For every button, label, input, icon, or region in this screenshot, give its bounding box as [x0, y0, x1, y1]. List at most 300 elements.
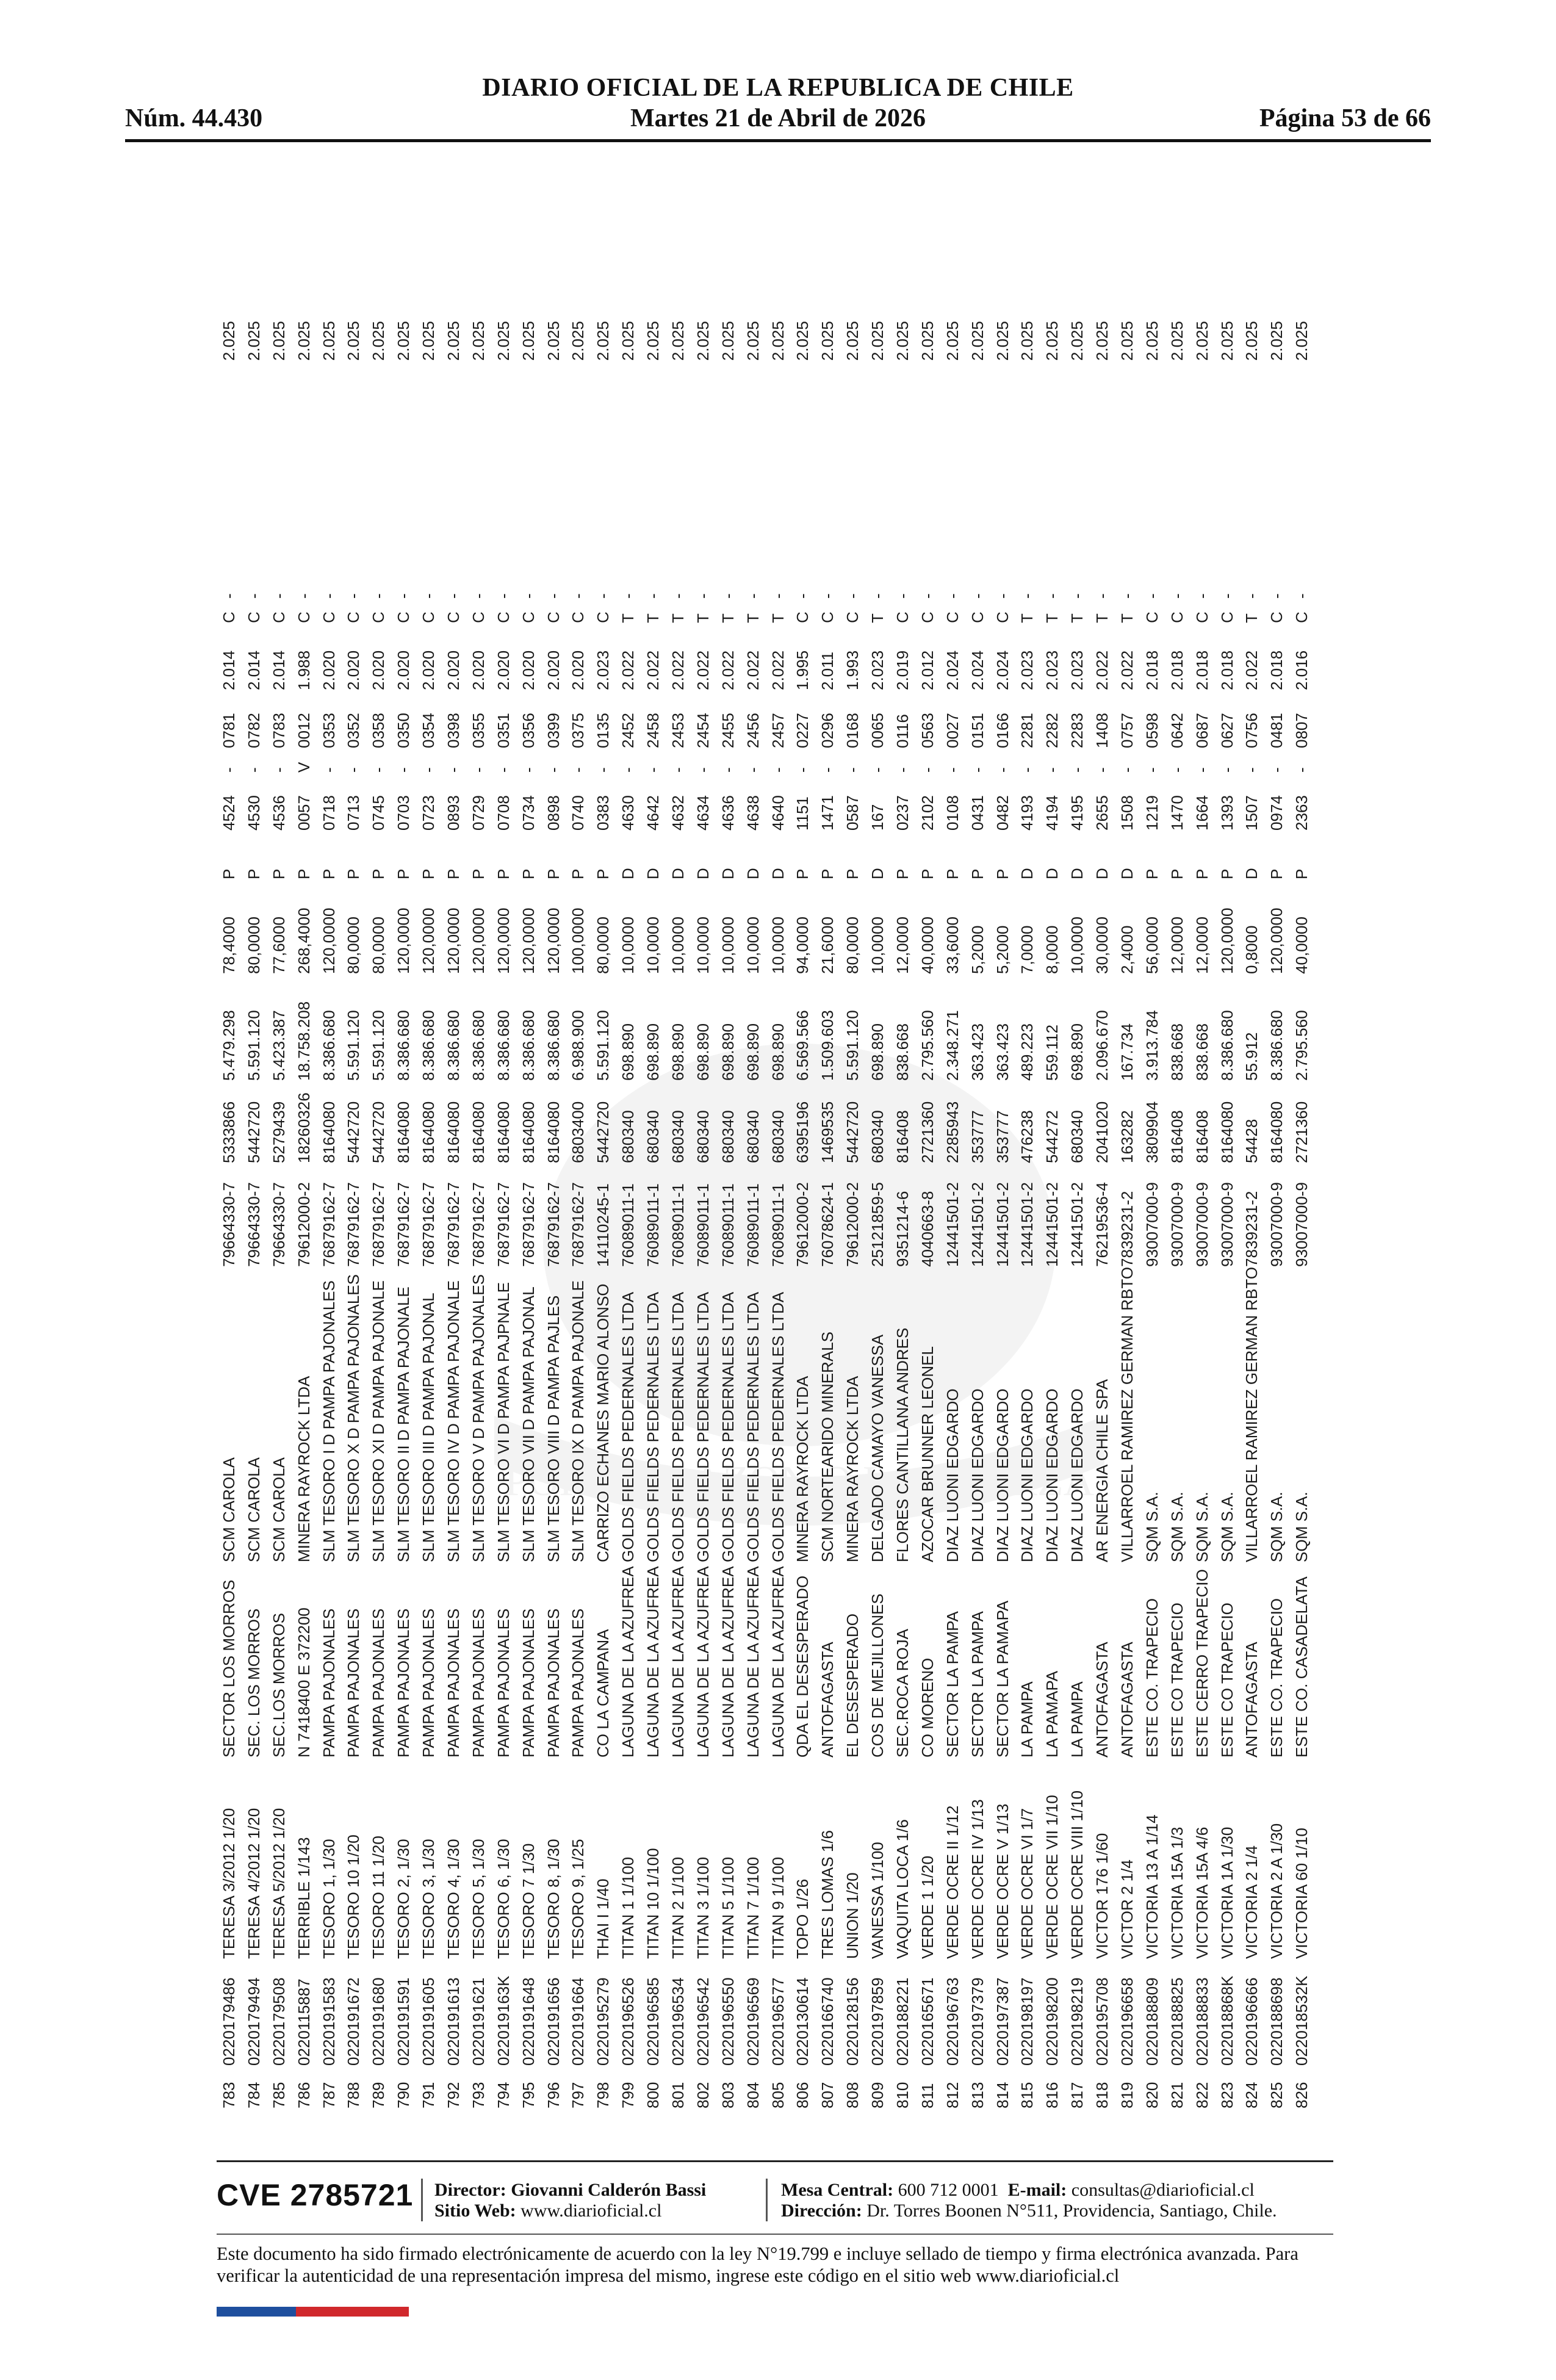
- table-cell: C: [369, 611, 388, 624]
- table-cell: 784: [244, 2082, 263, 2108]
- table-cell: 2.025: [1167, 321, 1186, 361]
- table-cell: 80,0000: [369, 917, 388, 975]
- table-cell: P: [1292, 868, 1311, 880]
- table-cell: T: [619, 613, 638, 624]
- table-cell: THAI I 1/40: [594, 1878, 613, 1959]
- table-cell: 0398: [444, 713, 463, 749]
- table-cell: 8.386.680: [519, 1010, 538, 1081]
- table-cell: 816: [1043, 2082, 1062, 2108]
- table-cell: 0220165671: [918, 1977, 937, 2066]
- table-cell: 76078624-1: [818, 1182, 837, 1268]
- table-cell: 2.025: [219, 321, 238, 361]
- director-label: Director:: [434, 2180, 506, 2200]
- table-row: [391, 321, 416, 2108]
- table-cell: ESTE CO. TRAPECIO: [1267, 1598, 1286, 1758]
- table-cell: D: [1242, 868, 1261, 880]
- table-cell: 120,0000: [419, 907, 438, 975]
- table-cell: 2.012: [918, 650, 937, 691]
- table-cell: TESORO 2, 1/30: [394, 1839, 413, 1959]
- table-cell: LA PAMPA: [1018, 1681, 1037, 1758]
- table-cell: 2.025: [943, 321, 962, 361]
- table-cell: 816408: [1167, 1110, 1186, 1164]
- table-cell: 0353: [319, 713, 338, 749]
- table-cell: 680340: [644, 1110, 663, 1164]
- table-cell: 76879162-7: [419, 1182, 438, 1268]
- table-cell: SCM CAROLA: [219, 1457, 238, 1562]
- table-cell: 1507: [1242, 795, 1261, 831]
- table-cell: MINERA RAYROCK LTDA: [843, 1376, 862, 1562]
- table-cell: 0703: [394, 795, 413, 831]
- table-cell: 10,0000: [868, 917, 887, 975]
- table-cell: -: [743, 767, 762, 773]
- table-cell: 2.022: [619, 650, 638, 691]
- table-row: [1115, 321, 1140, 2108]
- table-cell: 0708: [494, 795, 513, 831]
- table-cell: 0783: [269, 713, 288, 749]
- table-cell: 2.025: [843, 321, 862, 361]
- table-cell: -: [494, 593, 513, 599]
- table-cell: 10,0000: [743, 917, 762, 975]
- table-cell: 80,0000: [594, 917, 613, 975]
- table-cell: 2.025: [743, 321, 762, 361]
- table-cell: 8.386.680: [544, 1010, 563, 1081]
- table-cell: 820: [1142, 2082, 1161, 2108]
- table-cell: -: [1267, 593, 1286, 599]
- table-cell: 796: [544, 2082, 563, 2108]
- table-cell: LAGUNA DE LA AZUFREA: [743, 1566, 762, 1758]
- table-cell: T: [718, 613, 737, 624]
- table-cell: 76879162-7: [494, 1182, 513, 1268]
- table-cell: ESTE CO. TRAPECIO: [1142, 1598, 1161, 1758]
- table-cell: 1408: [1093, 713, 1112, 749]
- table-cell: 0220197859: [868, 1977, 887, 2066]
- table-cell: 698.890: [718, 1023, 737, 1081]
- table-cell: VERDE 1 1/20: [918, 1855, 937, 1959]
- table-cell: 0220188825: [1167, 1977, 1186, 2066]
- table-cell: T: [868, 613, 887, 624]
- table-cell: 76089011-1: [619, 1183, 638, 1268]
- table-cell: 2.011: [818, 651, 837, 691]
- table-cell: 2452: [619, 713, 638, 749]
- table-cell: -: [693, 593, 712, 599]
- table-cell: 2.018: [1142, 650, 1161, 691]
- table-cell: 6803400: [569, 1101, 588, 1164]
- table-cell: 0563: [918, 713, 937, 749]
- table-cell: -: [893, 593, 912, 599]
- table-cell: 2.025: [519, 321, 538, 361]
- table-cell: -: [943, 767, 962, 773]
- table-cell: LAGUNA DE LA AZUFREA: [693, 1566, 712, 1758]
- table-cell: 2.025: [369, 321, 388, 361]
- table-cell: 2.020: [344, 650, 363, 691]
- table-cell: 0352: [344, 713, 363, 749]
- table-cell: 680340: [718, 1110, 737, 1164]
- mining-concessions-table-area: [217, 180, 1333, 2108]
- table-cell: TESORO 11 1/20: [369, 1836, 388, 1959]
- table-cell: -: [619, 767, 638, 773]
- table-cell: SQM S.A.: [1292, 1491, 1311, 1562]
- table-cell: -: [918, 593, 937, 599]
- table-cell: -: [419, 593, 438, 599]
- table-cell: 0740: [569, 795, 588, 831]
- table-cell: 0220191648: [519, 1977, 538, 2066]
- table-cell: -: [244, 593, 263, 599]
- table-cell: 0220115887: [294, 1978, 313, 2066]
- table-cell: ESTE CO. CASADELATA: [1292, 1576, 1311, 1758]
- watermark-motto: POR LA RAZON O LA FUERZA: [504, 1458, 1095, 1505]
- table-cell: 0383: [594, 795, 613, 831]
- table-cell: 0782: [244, 713, 263, 749]
- table-cell: C: [244, 611, 263, 624]
- table-cell: 2.025: [1292, 321, 1311, 361]
- table-cell: 7839231-2: [1118, 1191, 1136, 1268]
- table-cell: 825: [1267, 2082, 1286, 2108]
- table-cell: -: [993, 593, 1012, 599]
- table-row: [1165, 321, 1190, 2108]
- table-cell: P: [594, 868, 613, 880]
- table-cell: 76879162-7: [394, 1182, 413, 1268]
- table-cell: TITAN 9 1/100: [768, 1856, 787, 1959]
- cve-code: CVE 2785721: [217, 2178, 414, 2212]
- table-cell: 2.025: [893, 321, 912, 361]
- table-cell: 8.386.680: [494, 1010, 513, 1081]
- table-cell: 8164080: [469, 1101, 488, 1164]
- mining-concessions-table: [217, 321, 1314, 2108]
- table-cell: VERDE OCRE VIII 1/10: [1068, 1790, 1087, 1959]
- table-cell: -: [544, 767, 563, 773]
- table-cell: 802: [693, 2082, 712, 2108]
- table-row: [1240, 321, 1265, 2108]
- table-cell: 818: [1093, 2082, 1112, 2108]
- table-cell: 2285943: [943, 1101, 962, 1164]
- table-cell: 2.018: [1167, 650, 1186, 691]
- table-cell: 5.591.120: [843, 1010, 862, 1081]
- table-cell: 14110245-1: [594, 1183, 613, 1268]
- table-cell: TOPO 1/26: [793, 1878, 812, 1959]
- table-cell: P: [1167, 868, 1186, 880]
- email-link[interactable]: consultas@diarioficial.cl: [1071, 2180, 1255, 2200]
- table-cell: -: [1043, 767, 1062, 773]
- table-row: [366, 321, 391, 2108]
- flag-bar-red: [296, 2307, 409, 2317]
- table-cell: SLM TESORO IX D PAMPA PAJONALE: [569, 1280, 588, 1562]
- table-cell: 0220191613: [444, 1977, 463, 2066]
- table-cell: SCM NORTEARIDO MINERALS: [818, 1331, 837, 1562]
- table-cell: C: [893, 611, 912, 624]
- table-cell: 2721360: [1292, 1101, 1311, 1164]
- table-cell: 79664330-7: [269, 1182, 288, 1268]
- issue-date: Martes 21 de Abril de 2026: [630, 104, 926, 132]
- table-cell: 8.386.680: [1217, 1010, 1236, 1081]
- table-cell: DIAZ LUONI EDGARDO: [1018, 1388, 1037, 1562]
- table-cell: TERESA 3/2012 1/20: [219, 1808, 238, 1959]
- table-cell: D: [868, 868, 887, 880]
- table-cell: 8164080: [519, 1101, 538, 1164]
- table-cell: GOLDS FIELDS PEDERNALES LTDA: [644, 1291, 663, 1562]
- table-cell: 2.022: [718, 650, 737, 691]
- table-cell: 2.795.560: [1292, 1010, 1311, 1081]
- table-cell: 794: [494, 2082, 513, 2108]
- table-cell: 76879162-7: [444, 1182, 463, 1268]
- table-cell: 1471: [818, 795, 837, 831]
- mesa-label: Mesa Central:: [781, 2180, 894, 2200]
- table-cell: 1.509.603: [818, 1010, 837, 1081]
- table-cell: 2.022: [1242, 650, 1261, 691]
- table-cell: 120,0000: [319, 907, 338, 975]
- table-cell: D: [619, 868, 638, 880]
- table-cell: 12,0000: [893, 917, 912, 975]
- table-cell: 3.913.784: [1142, 1010, 1161, 1081]
- table-cell: 0220196666: [1242, 1977, 1261, 2066]
- table-cell: 8.386.680: [469, 1010, 488, 1081]
- table-cell: VILLARROEL RAMIREZ GERMAN RBTO: [1242, 1267, 1261, 1562]
- table-cell: 76089011-1: [693, 1183, 712, 1268]
- table-cell: 838.668: [893, 1023, 912, 1081]
- table-cell: SQM S.A.: [1217, 1491, 1236, 1562]
- table-cell: 4040663-8: [918, 1191, 937, 1268]
- table-cell: -: [1018, 767, 1037, 773]
- table-cell: 0687: [1192, 713, 1211, 749]
- table-cell: VICTORIA 15A 4/6: [1192, 1826, 1211, 1959]
- table-cell: T: [743, 613, 762, 624]
- table-cell: 78,4000: [219, 917, 238, 975]
- table-cell: 0057: [294, 795, 313, 831]
- table-cell: -: [519, 593, 538, 599]
- table-cell: D: [768, 868, 787, 880]
- table-cell: 2.022: [1093, 650, 1112, 691]
- table-cell: C: [544, 611, 563, 624]
- table-cell: 80,0000: [843, 917, 862, 975]
- table-cell: -: [594, 767, 613, 773]
- table-cell: 0220197387: [993, 1977, 1012, 2066]
- table-cell: PAMPA PAJONALES: [394, 1608, 413, 1758]
- table-cell: 5279439: [269, 1101, 288, 1164]
- table-cell: 817: [1068, 2082, 1087, 2108]
- footer-separator: [766, 2179, 768, 2221]
- table-cell: 2.025: [419, 321, 438, 361]
- table-cell: SQM S.A.: [1267, 1491, 1286, 1562]
- table-cell: VERDE OCRE IV 1/13: [968, 1799, 987, 1959]
- table-cell: 93007000-9: [1167, 1182, 1186, 1268]
- table-cell: VICTOR 2 1/4: [1118, 1859, 1136, 1959]
- table-cell: 33,6000: [943, 917, 962, 975]
- table-cell: SCM CAROLA: [269, 1457, 288, 1562]
- table-cell: 2.014: [219, 650, 238, 691]
- table-cell: -: [519, 767, 538, 773]
- table-cell: 93007000-9: [1192, 1182, 1211, 1268]
- table-cell: 76219536-4: [1093, 1182, 1112, 1268]
- table-cell: 2.025: [1192, 321, 1211, 361]
- table-cell: 4195: [1068, 795, 1087, 831]
- table-row: [790, 321, 815, 2108]
- table-cell: 4636: [718, 795, 737, 831]
- table-cell: T: [1043, 613, 1062, 624]
- table-cell: -: [619, 593, 638, 599]
- table-cell: 680340: [668, 1110, 687, 1164]
- table-cell: 814: [993, 2082, 1012, 2108]
- table-cell: 4632: [668, 795, 687, 831]
- table-cell: GOLDS FIELDS PEDERNALES LTDA: [668, 1291, 687, 1562]
- table-cell: 680340: [868, 1110, 887, 1164]
- table-cell: 5333866: [219, 1101, 238, 1164]
- table-cell: 5,2000: [993, 925, 1012, 975]
- table-row: [641, 321, 666, 2108]
- table-cell: -: [344, 767, 363, 773]
- table-cell: 2.019: [893, 650, 912, 691]
- table-cell: P: [294, 868, 313, 880]
- table-cell: 680340: [693, 1110, 712, 1164]
- table-cell: 353777: [968, 1110, 987, 1164]
- table-cell: 2.025: [319, 321, 338, 361]
- table-cell: 559.112: [1043, 1024, 1062, 1081]
- table-cell: FLORES CANTILLANA ANDRES: [893, 1327, 912, 1562]
- table-cell: 5.479.298: [219, 1010, 238, 1081]
- table-cell: -: [1242, 767, 1261, 773]
- table-cell: D: [718, 868, 737, 880]
- table-cell: 813: [968, 2082, 987, 2108]
- table-cell: 2.025: [1267, 321, 1286, 361]
- table-cell: -: [968, 593, 987, 599]
- table-cell: 2.020: [394, 650, 413, 691]
- table-cell: P: [444, 868, 463, 880]
- table-cell: T: [1093, 613, 1112, 624]
- table-cell: ESTE CERRO TRAPECIO: [1192, 1569, 1211, 1758]
- table-cell: 0358: [369, 713, 388, 749]
- table-cell: 5,2000: [968, 925, 987, 975]
- table-cell: P: [244, 868, 263, 880]
- table-cell: P: [1192, 868, 1211, 880]
- table-cell: SQM S.A.: [1167, 1491, 1186, 1562]
- table-cell: 0713: [344, 795, 363, 831]
- table-cell: AR ENERGIA CHILE SPA: [1093, 1379, 1112, 1562]
- table-cell: 10,0000: [718, 917, 737, 975]
- table-cell: GOLDS FIELDS PEDERNALES LTDA: [743, 1291, 762, 1562]
- table-cell: N 7418400 E 372200: [294, 1607, 313, 1758]
- table-cell: 2.025: [968, 321, 987, 361]
- table-cell: 1.995: [793, 650, 812, 691]
- table-cell: 2.023: [1043, 650, 1062, 691]
- table-cell: LAGUNA DE LA AZUFREA: [619, 1566, 638, 1758]
- table-row: [666, 321, 691, 2108]
- newspaper-title: DIARIO OFICIAL DE LA REPUBLICA DE CHILE: [482, 74, 1074, 102]
- table-cell: 698.890: [693, 1023, 712, 1081]
- table-cell: -: [644, 593, 663, 599]
- table-cell: 826: [1292, 2082, 1311, 2108]
- table-cell: 0893: [444, 795, 463, 831]
- table-cell: -: [1043, 593, 1062, 599]
- table-cell: T: [1068, 613, 1087, 624]
- table-cell: COS DE MEJILLONES: [868, 1593, 887, 1758]
- table-cell: 792: [444, 2082, 463, 2108]
- table-cell: CARRIZO ECHANES MARIO ALONSO: [594, 1283, 613, 1562]
- table-cell: SECTOR LOS MORROS: [219, 1579, 238, 1758]
- table-cell: 799: [619, 2082, 638, 2108]
- table-cell: -: [594, 593, 613, 599]
- table-cell: 12441501-2: [943, 1182, 962, 1268]
- table-cell: 5442720: [244, 1101, 263, 1164]
- table-cell: 2.024: [993, 650, 1012, 691]
- table-cell: -: [1093, 767, 1112, 773]
- table-cell: 821: [1167, 2082, 1186, 2108]
- table-cell: TESORO 1, 1/30: [319, 1839, 338, 1959]
- table-cell: 8.386.680: [394, 1010, 413, 1081]
- table-cell: 2.020: [369, 650, 388, 691]
- table-row: [965, 321, 990, 2108]
- table-cell: 0350: [394, 713, 413, 749]
- table-cell: 823: [1217, 2082, 1236, 2108]
- table-row: [217, 321, 242, 2108]
- table-cell: P: [469, 868, 488, 880]
- table-cell: PAMPA PAJONALES: [494, 1608, 513, 1758]
- site-url[interactable]: www.diarioficial.cl: [520, 2201, 662, 2221]
- table-cell: 7839231-2: [1242, 1191, 1261, 1268]
- table-cell: 5.423.387: [269, 1010, 288, 1081]
- table-cell: 0220188221: [893, 1977, 912, 2066]
- table-cell: 79612000-2: [843, 1182, 862, 1268]
- table-cell: -: [1267, 767, 1286, 773]
- table-cell: 0220188698: [1267, 1977, 1286, 2066]
- table-cell: P: [419, 868, 438, 880]
- table-cell: 2.025: [868, 321, 887, 361]
- table-cell: C: [1217, 611, 1236, 624]
- table-cell: 12,0000: [1167, 917, 1186, 975]
- table-cell: 76879162-7: [344, 1182, 363, 1268]
- table-cell: 2.025: [818, 321, 837, 361]
- table-cell: 2.025: [394, 321, 413, 361]
- table-cell: TESORO 7 1/30: [519, 1843, 538, 1959]
- table-cell: 3809904: [1142, 1101, 1161, 1164]
- table-cell: PAMPA PAJONALES: [544, 1608, 563, 1758]
- table-cell: 0220196542: [693, 1977, 712, 2066]
- table-cell: T: [693, 613, 712, 624]
- table-row: [716, 321, 741, 2108]
- table-cell: 2655: [1093, 795, 1112, 831]
- table-cell: 698.890: [743, 1023, 762, 1081]
- table-row: [416, 321, 441, 2108]
- table-cell: D: [1118, 868, 1136, 880]
- table-cell: P: [494, 868, 513, 880]
- table-cell: GOLDS FIELDS PEDERNALES LTDA: [718, 1291, 737, 1562]
- table-cell: 2.025: [793, 321, 812, 361]
- table-cell: -: [569, 593, 588, 599]
- table-cell: 2.025: [1093, 321, 1112, 361]
- table-cell: -: [868, 593, 887, 599]
- table-cell: 0756: [1242, 713, 1261, 749]
- table-cell: 12441501-2: [1068, 1182, 1087, 1268]
- table-cell: 8164080: [544, 1101, 563, 1164]
- table-cell: 76089011-1: [718, 1183, 737, 1268]
- table-cell: SEC. LOS MORROS: [244, 1608, 263, 1758]
- table-cell: 0642: [1167, 713, 1186, 749]
- table-cell: 800: [644, 2082, 663, 2108]
- table-cell: 2363: [1292, 795, 1311, 831]
- table-cell: 810: [893, 2082, 912, 2108]
- table-cell: 0220191680: [369, 1977, 388, 2066]
- table-cell: 76089011-1: [768, 1183, 787, 1268]
- table-cell: 2283: [1068, 713, 1087, 749]
- table-cell: 120,0000: [1217, 907, 1236, 975]
- table-cell: 2.025: [619, 321, 638, 361]
- table-cell: 54428: [1242, 1119, 1261, 1164]
- table-cell: 363.423: [993, 1023, 1012, 1081]
- table-cell: 2455: [718, 713, 737, 749]
- table-cell: 0220130614: [793, 1977, 812, 2066]
- table-cell: 6.988.900: [569, 1010, 588, 1081]
- table-cell: -: [943, 593, 962, 599]
- table-cell: VERDE OCRE VII 1/10: [1043, 1795, 1062, 1959]
- table-cell: LAGUNA DE LA AZUFREA: [718, 1566, 737, 1758]
- page-number: Página 53 de 66: [1259, 104, 1431, 132]
